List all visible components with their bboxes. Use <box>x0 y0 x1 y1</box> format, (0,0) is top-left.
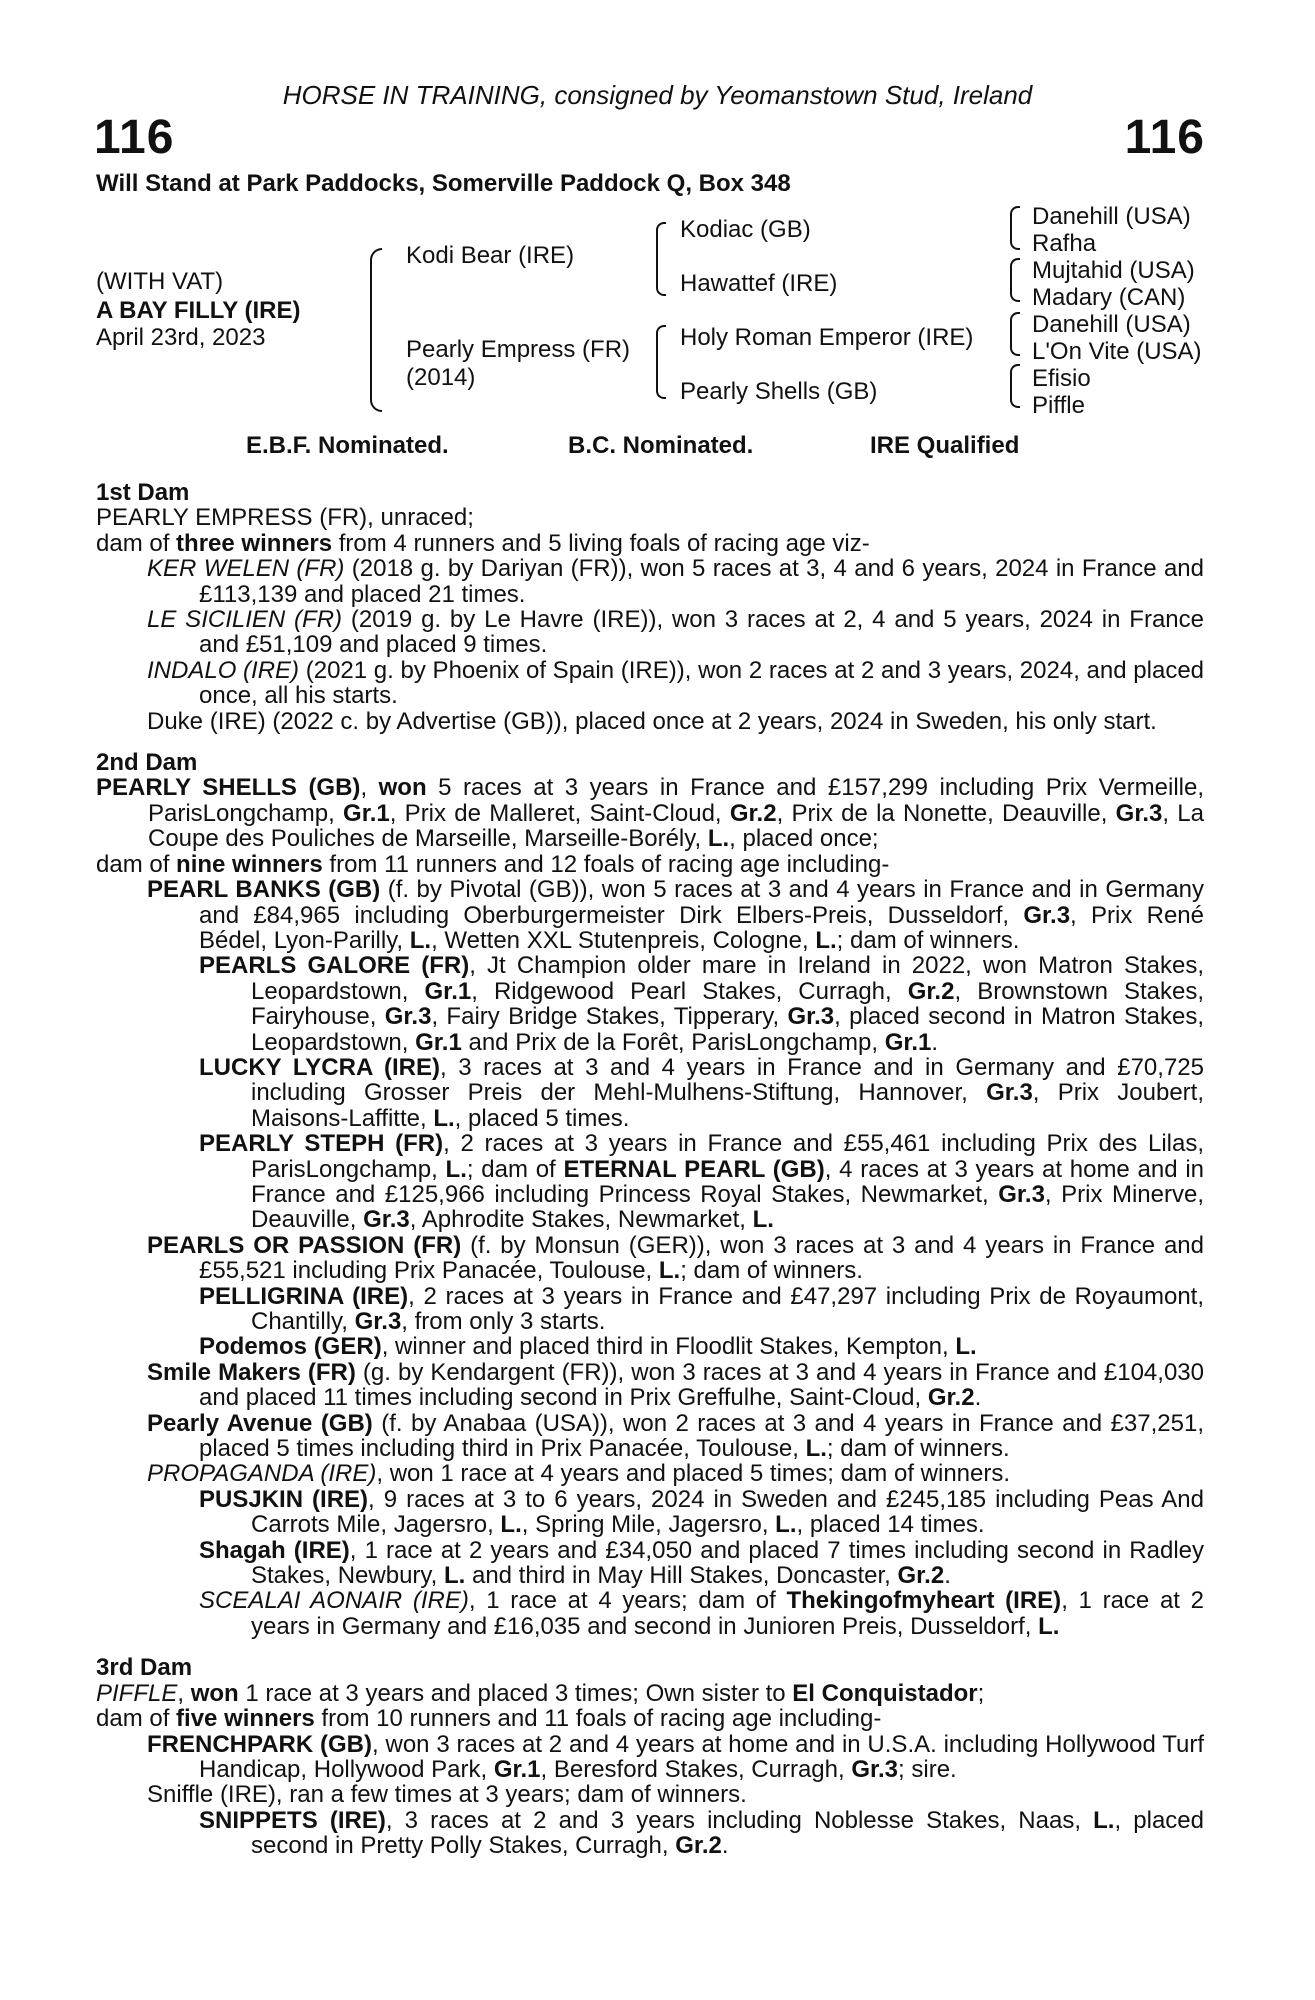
sire-brace <box>656 222 666 296</box>
produce-entry: PEARLY STEPH (FR), 2 races at 3 years in France and £55,461 including Prix des Lilas, ParisLongchamp, L.; dam of ETERNAL PEARL (GB), 4 races at 3 years at home and in France and £125,966 including Princess Royal Stakes, Newmarket, Gr.3, Prix Minerve, Deauville, Gr.3, Aphrodite Stakes, Newmarket, L. <box>199 1130 1204 1234</box>
produce-entry: Pearly Avenue (GB) (f. by Anabaa (USA)), won 2 races at 3 and 4 years in France and £37,251, placed 5 times including third in Prix Panacée, Toulouse, L.; dam of winners. <box>147 1409 1205 1463</box>
third-dam-produce-summary: dam of five winners from 10 runners and 11 foals of racing age including- <box>96 1705 882 1733</box>
dam-dam: Pearly Shells (GB) <box>680 378 878 405</box>
produce-entry: Smile Makers (FR) (g. by Kendargent (FR)), won 3 races at 3 and 4 years in France and £104,030 and placed 11 times including second in Prix Greffulhe, Saint-Cloud, Gr.2. <box>147 1358 1204 1412</box>
page-header: HORSE IN TRAINING, consigned by Yeomanstown Stud, Ireland <box>282 80 1033 110</box>
produce-entry: Podemos (GER), winner and placed third in Floodlit Stakes, Kempton, L. <box>199 1333 977 1361</box>
horse-dob: April 23rd, 2023 <box>96 324 266 351</box>
first-dam-line: PEARLY EMPRESS (FR), unraced; <box>96 504 474 532</box>
produce-entry: Sniffle (IRE), ran a few times at 3 years; dam of winners. <box>147 1781 747 1809</box>
third-dam-record: PIFFLE, won 1 race at 3 years and placed 3 times; Own sister to El Conquistador; <box>96 1679 985 1707</box>
produce-entry: PEARLS OR PASSION (FR) (f. by Monsun (GER)), won 3 races at 3 and 4 years in France and £55,521 including Prix Panacée, Toulouse, L.; dam of winners. <box>147 1231 1204 1285</box>
horse-name: A BAY FILLY (IRE) <box>96 297 301 324</box>
sd-brace <box>1010 258 1020 302</box>
produce-entry: PROPAGANDA (IRE), won 1 race at 4 years and placed 5 times; dam of winners. <box>147 1460 1011 1488</box>
second-dam-heading: 2nd Dam <box>96 749 198 777</box>
first-dam-heading: 1st Dam <box>96 479 190 506</box>
second-dam-record: PEARLY SHELLS (GB), won 5 races at 3 years in France and £157,299 including Prix Vermeille, ParisLongchamp, Gr.1, Prix de Malleret, Saint-Cloud, Gr.2, Prix de la Nonette, Deauville, Gr.3, La Coupe des Pouliches de Marseille, Marseille-Borély, L., placed once; <box>96 774 1205 853</box>
gdam-3: L'On Vite (USA) <box>1032 338 1202 365</box>
produce-entry: PEARL BANKS (GB) (f. by Pivotal (GB)), won 5 races at 3 and 4 years in France and in Germany and £84,965 including Oberburgermeister Dirk Elbers-Preis, Dusseldorf, Gr.3, Prix René Bédel, Lyon-Parilly, L., Wetten XXL Stutenpreis, Cologne, L.; dam of winners. <box>147 876 1205 954</box>
gdam-1: Rafha <box>1032 230 1097 257</box>
gdam-4: Piffle <box>1032 392 1085 419</box>
second-dam-produce-summary: dam of nine winners from 11 runners and 12 foals of racing age including- <box>96 850 890 878</box>
produce-entry: Duke (IRE) (2022 c. by Advertise (GB)), placed once at 2 years, 2024 in Sweden, his only start. <box>147 707 1157 735</box>
produce-entry: SCEALAI AONAIR (IRE), 1 race at 4 years; dam of Thekingofmyheart (IRE), 1 race at 2 years in Germany and £16,035 and second in Junioren Preis, Dusseldorf, L. <box>199 1587 1204 1640</box>
ss-brace <box>1010 206 1020 250</box>
dam-brace <box>656 325 666 399</box>
sire-dam: Hawattef (IRE) <box>680 270 838 297</box>
produce-entry: LE SICILIEN (FR) (2019 g. by Le Havre (IRE)), won 3 races at 2, 4 and 5 years, 2024 in France and £51,109 and placed 9 times. <box>147 606 1205 659</box>
produce-entry: Shagah (IRE), 1 race at 2 years and £34,050 and placed 7 times including second in Radley Stakes, Newbury, L. and third in May Hill Stakes, Doncaster, Gr.2. <box>199 1536 1204 1590</box>
dam-sire: Holy Roman Emperor (IRE) <box>680 324 974 351</box>
gsire-2: Mujtahid (USA) <box>1032 257 1195 284</box>
stand-location: Will Stand at Park Paddocks, Somerville Paddock Q, Box 348 <box>96 170 791 197</box>
produce-entry: PELLIGRINA (IRE), 2 races at 3 years in France and £47,297 including Prix de Royaumont, Chantilly, Gr.3, from only 3 starts. <box>199 1282 1204 1335</box>
catalogue-body <box>96 480 1204 1859</box>
dam-year: (2014) <box>406 364 476 391</box>
dam-name: Pearly Empress (FR) <box>406 336 631 363</box>
pedigree-brace <box>370 248 382 412</box>
sire-sire: Kodiac (GB) <box>680 216 811 243</box>
lot-number-right: 116 <box>1124 111 1205 164</box>
ebf-nominated: E.B.F. Nominated. <box>246 432 449 459</box>
third-dam-heading: 3rd Dam <box>96 1654 193 1682</box>
produce-entry: SNIPPETS (IRE), 3 races at 2 and 3 years including Noblesse Stakes, Naas, L., placed second in Pretty Polly Stakes, Curragh, Gr.2. <box>199 1806 1204 1860</box>
bc-nominated: B.C. Nominated. <box>568 432 754 459</box>
vat-note: (WITH VAT) <box>96 268 224 295</box>
sire-name: Kodi Bear (IRE) <box>406 242 575 269</box>
produce-entry: KER WELEN (FR) (2018 g. by Dariyan (FR)), won 5 races at 3, 4 and 6 years, 2024 in France and £113,139 and placed 21 times. <box>147 555 1204 608</box>
first-dam-produce-summary: dam of three winners from 4 runners and 5 living foals of racing age viz- <box>96 529 870 557</box>
gsire-3: Danehill (USA) <box>1032 311 1191 338</box>
gsire-1: Danehill (USA) <box>1032 203 1191 230</box>
produce-entry: PUSJKIN (IRE), 9 races at 3 to 6 years, 2024 in Sweden and £245,185 including Peas And Carrots Mile, Jagersro, L., Spring Mile, Jagersro, L., placed 14 times. <box>199 1485 1204 1539</box>
produce-entry: INDALO (IRE) (2021 g. by Phoenix of Spain (IRE)), won 2 races at 2 and 3 years, 2024, and placed once, all his starts. <box>147 656 1205 710</box>
ire-qualified: IRE Qualified <box>870 432 1020 459</box>
gsire-4: Efisio <box>1032 365 1091 392</box>
lot-number-left: 116 <box>94 111 175 164</box>
ds-brace <box>1010 312 1020 356</box>
produce-entry: LUCKY LYCRA (IRE), 3 races at 3 and 4 years in France and in Germany and £70,725 including Grosser Preis der Mehl-Mulhens-Stiftung, Hannover, Gr.3, Prix Joubert, Maisons-Laffitte, L., placed 5 times. <box>199 1053 1204 1132</box>
dd-brace <box>1010 364 1020 408</box>
produce-entry: PEARLS GALORE (FR), Jt Champion older mare in Ireland in 2022, won Matron Stakes, Leopardstown, Gr.1, Ridgewood Pearl Stakes, Curragh, Gr.2, Brownstown Stakes, Fairyhouse, Gr.3, Fairy Bridge Stakes, Tipperary, Gr.3, placed second in Matron Stakes, Leopardstown, Gr.1 and Prix de la Forêt, ParisLongchamp, Gr.1. <box>199 952 1205 1056</box>
produce-entry: FRENCHPARK (GB), won 3 races at 2 and 4 years at home and in U.S.A. including Hollywood Turf Handicap, Hollywood Park, Gr.1, Beresford Stakes, Curragh, Gr.3; sire. <box>147 1730 1205 1783</box>
gdam-2: Madary (CAN) <box>1032 284 1186 311</box>
